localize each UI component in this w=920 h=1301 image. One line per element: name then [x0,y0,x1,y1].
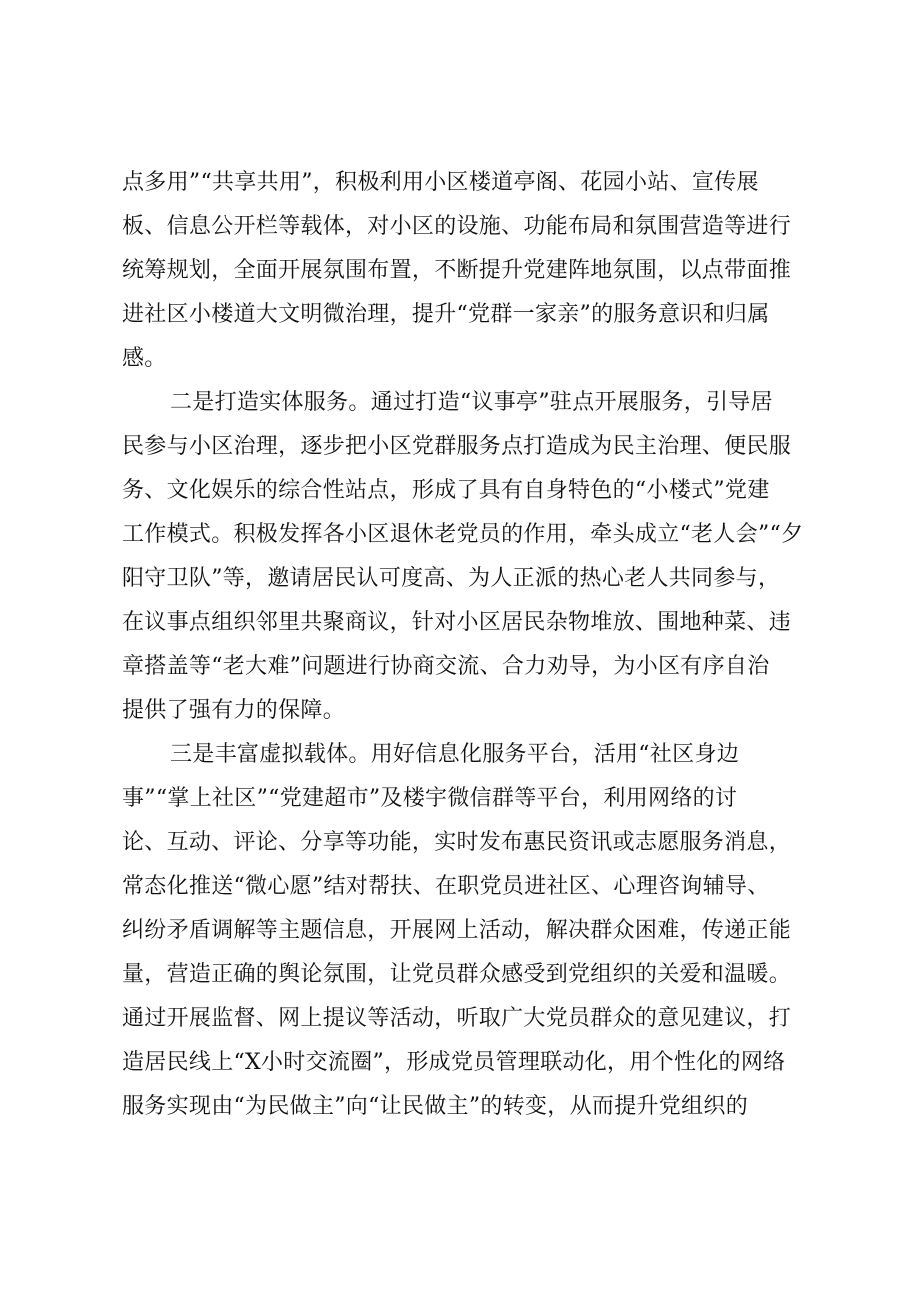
text-line: 阳守卫队”等，邀请居民认可度高、为人正派的热心老人共同参与， [122,566,781,591]
text-line: 提供了强有力的保障。 [122,698,346,723]
text-line: 在议事点组织邻里共聚商议，针对小区居民杂物堆放、围地种菜、违 [122,610,792,635]
text-line: 板、信息公开栏等载体，对小区的设施、功能布局和氛围营造等进行 [122,214,792,239]
text-line: 工作模式。积极发挥各小区退休老党员的作用，牵头成立“老人会”“夕 [122,522,804,547]
paragraph-first-line: 二是打造实体服务。通过打造“议事亭”驻点开展服务，引导居 [170,390,773,415]
text-line: 服务实现由“为民做主”向“让民做主”的转变，从而提升党组织的 [122,1094,748,1119]
text-line: 造居民线上“X小时交流圈”，形成党员管理联动化，用个性化的网络 [122,1050,786,1075]
text-line: 事”“掌上社区”“党建超市”及楼宇微信群等平台，利用网络的讨 [122,786,738,811]
paragraph-first-line: 三是丰富虚拟载体。用好信息化服务平台，活用“社区身边 [170,742,740,767]
text-line: 章搭盖等“老大难”问题进行协商交流、合力劝导，为小区有序自治 [122,654,770,679]
text-line: 感。 [122,346,167,371]
text-line: 进社区小楼道大文明微治理，提升“党群一家亲”的服务意识和归属 [122,302,770,327]
text-line: 纠纷矛盾调解等主题信息，开展网上活动，解决群众困难，传递正能 [122,918,792,943]
text-line: 量，营造正确的舆论氛围，让党员群众感受到党组织的关爱和温暖。 [122,962,792,987]
text-line: 统筹规划，全面开展氛围布置，不断提升党建阵地氛围，以点带面推 [122,258,792,283]
text-line: 点多用”“共享共用”，积极利用小区楼道亭阁、花园小站、宣传展 [122,170,759,195]
text-line: 通过开展监督、网上提议等活动，听取广大党员群众的意见建议，打 [122,1006,792,1031]
text-line: 论、互动、评论、分享等功能，实时发布惠民资讯或志愿服务消息， [122,830,792,855]
text-line: 常态化推送“微心愿”结对帮扶、在职党员进社区、心理咨询辅导、 [122,874,770,899]
text-line: 民参与小区治理，逐步把小区党群服务点打造成为民主治理、便民服 [122,434,792,459]
text-line: 务、文化娱乐的综合性站点，形成了具有自身特色的“小楼式”党建 [122,478,770,503]
